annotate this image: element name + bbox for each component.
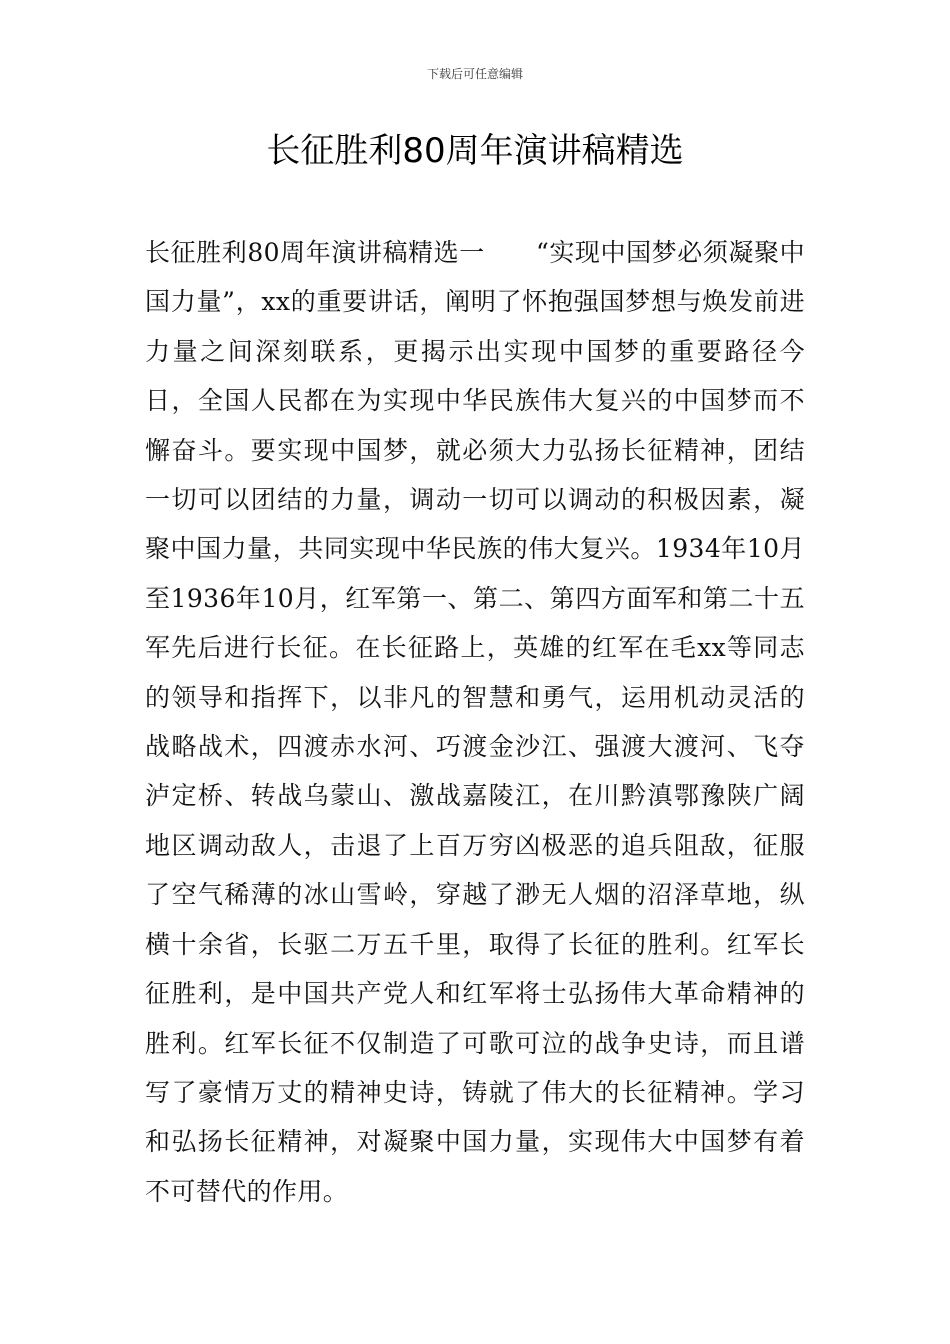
body-paragraph: 长征胜利80周年演讲稿精选一 “实现中国梦必须凝聚中国力量”，xx的重要讲话，阐明了怀抱强国梦想与焕发前进力量之间深刻联系，更揭示出实现中国梦的重要路径今日，全国人民都在为实现中华民族伟大复兴的中国梦而不懈奋斗。要实现中国梦，就必须大力弘扬长征精神，团结一切可以团结的力量，调动一切可以调动的积极因素，凝聚中国力量，共同实现中华民族的伟大复兴。1934年10月至1936年10月，红军第一、第二、第四方面军和第二十五军先后进行长征。在长征路上，英雄的红军在毛xx等同志的领导和指挥下，以非凡的智慧和勇气，运用机动灵活的战略战术，四渡赤水河、巧渡金沙江、强渡大渡河、飞夺泸定桥、转战乌蒙山、激战嘉陵江，在川黔滇鄂豫陕广阔地区调动敌人，击退了上百万穷凶极恶的追兵阻敌，征服了空气稀薄的冰山雪岭，穿越了渺无人烟的沼泽草地，纵横十余省，长驱二万五千里，取得了长征的胜利。红军长征胜利，是中国共产党人和红军将士弘扬伟大革命精神的胜利。红军长征不仅制造了可歌可泣的战争史诗，而且谱写了豪情万丈的精神史诗，铸就了伟大的长征精神。学习和弘扬长征精神，对凝聚中国力量，实现伟大中国梦有着不可替代的作用。 — [145, 238, 805, 1206]
document-title: 长征胜利80周年演讲稿精选 — [266, 131, 684, 171]
header-note: 下载后可任意编辑 — [426, 67, 523, 81]
